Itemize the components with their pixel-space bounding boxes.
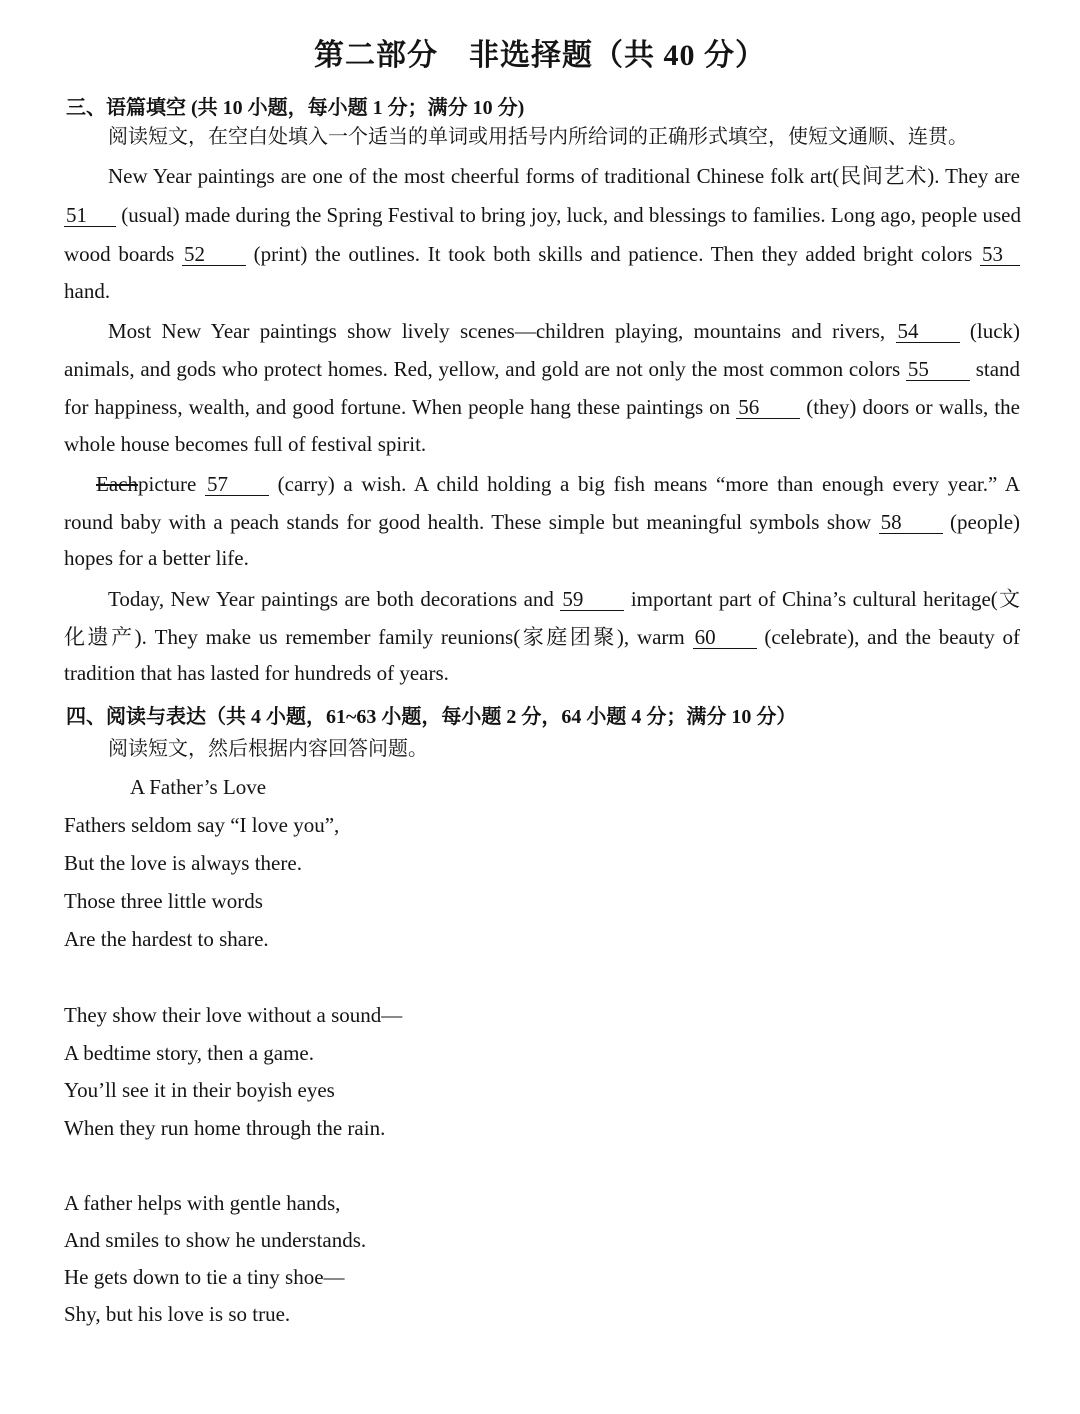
p1-line3-text-b: (print) the outlines. It took both skills and patience. Then they added bright colors [253,242,973,266]
p4-line2-text-b: (celebrate), and the beauty of [764,625,1020,649]
blank-53[interactable]: 53 [980,243,1020,266]
p1-line2 [64,204,1020,227]
p2-line1-text-b: (luck) [969,319,1021,343]
p2-line2 [64,358,1020,381]
poem-line: When they run home through the rain. [64,1116,386,1140]
poem-line: Shy, but his love is so true. [64,1302,291,1326]
p1-line1-text: New Year paintings are one of the most cheerful forms of traditional Chinese folk art(民间艺术). They are [108,164,1020,188]
p3-line2-text-b: (people) [950,510,1021,534]
poem-line: You’ll see it in their boyish eyes [64,1078,335,1102]
p1-line3-text-a: wood boards [64,242,175,266]
p1-line3 [64,243,1020,266]
p2-line4: whole house becomes full of festival spirit. [64,432,427,456]
p2-line3-text-b: (they) doors or walls, the [806,395,1020,419]
poem-line: He gets down to tie a tiny shoe— [64,1265,345,1289]
poem-line: A bedtime story, then a game. [64,1041,314,1065]
p1-line1 [108,166,1020,187]
section4-instruction: 阅读短文，然后根据内容回答问题。 [108,736,428,760]
poem-line: But the love is always there. [64,851,302,875]
blank-56[interactable]: 56 [736,396,800,419]
p3-line1-text-a: Each [96,472,138,496]
section3-instruction: 阅读短文，在空白处填入一个适当的单词或用括号内所给词的正确形式填空，使短文通顺、连贯。 [108,124,968,148]
blank-54[interactable]: 54 [896,320,960,343]
blank-55[interactable]: 55 [906,358,970,381]
p3-line1-text-b: picture [137,472,197,496]
p1-line2-text: (usual) made during the Spring Festival to bring joy, luck, and blessings to families. Long ago, people used [121,203,1021,227]
p4-line2-text-a: 化遗产). They make us remember family reunions(家庭团聚), warm [64,625,685,649]
p2-line3-text-a: for happiness, wealth, and good fortune. When people hang these paintings on [64,395,731,419]
poem-title: A Father’s Love [130,775,267,799]
section4-heading: 四、阅读与表达（共 4 小题，61~63 小题，每小题 2 分，64 小题 4 分；满分 10 分） [66,706,797,728]
p2-line1-text-a: Most New Year paintings show lively scenes—children playing, mountains and rivers, [108,319,886,343]
p3-line3: hopes for a better life. [64,546,249,570]
p2-line2-text-b: stand [975,357,1021,381]
p3-line2-text-a: round baby with a peach stands for good health. These simple but meaningful symbols show [64,510,872,534]
p4-line1 [108,588,1020,611]
blank-58[interactable]: 58 [879,511,943,534]
blank-60[interactable]: 60 [693,626,757,649]
p2-line2-text-a: animals, and gods who protect homes. Red, yellow, and gold are not only the most common colors [64,357,901,381]
p4-line1-text-b: important part of China’s cultural heritage(文 [630,587,1020,611]
poem-line: Are the hardest to share. [64,927,269,951]
p3-line1-text-c: (carry) a wish. A child holding a big fish means “more than enough every year.” A [277,472,1020,496]
poem-line: Fathers seldom say “I love you”, [64,813,340,837]
poem-line: And smiles to show he understands. [64,1228,367,1252]
poem-line: They show their love without a sound— [64,1003,403,1027]
p2-line3 [64,396,1020,419]
p4-line2 [64,626,1020,649]
p4-line1-text-a: Today, New Year paintings are both decorations and [108,587,554,611]
p3-line1 [96,473,1020,496]
blank-57[interactable]: 57 [205,473,269,496]
p1-line4: hand. [64,279,111,303]
p4-line3: tradition that has lasted for hundreds of years. [64,661,449,685]
section3-heading: 三、语篇填空 (共 10 小题，每小题 1 分；满分 10 分) [66,97,525,119]
poem-line: A father helps with gentle hands, [64,1191,341,1215]
blank-51[interactable]: 51 [64,204,116,227]
part-title: 第二部分 非选择题（共 40 分） [314,39,766,72]
blank-52[interactable]: 52 [182,243,246,266]
p2-line1 [108,320,1020,343]
blank-59[interactable]: 59 [560,588,624,611]
p3-line2 [64,511,1020,534]
poem-line: Those three little words [64,889,263,913]
